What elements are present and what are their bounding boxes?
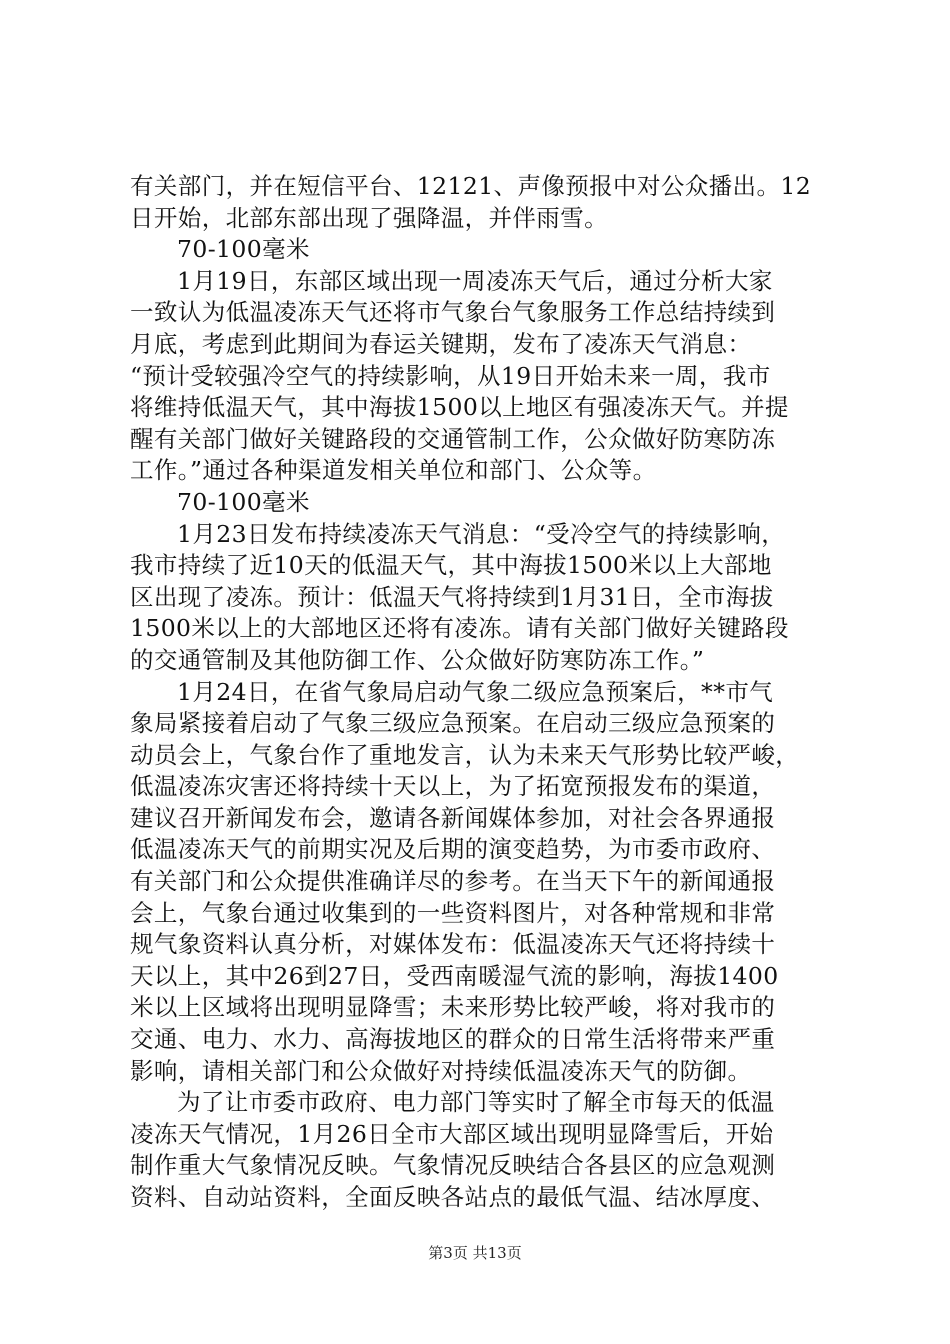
- section-label: 70-100毫米: [177, 487, 310, 516]
- text-line: 1500米以上的大部地区还将有凌冻。请有关部门做好关键路段: [130, 614, 789, 643]
- text-line: 会上，气象台通过收集到的一些资料图片，对各种常规和非常: [130, 898, 776, 927]
- text-line: 动员会上，气象台作了重地发言，认为未来天气形势比较严峻，: [130, 740, 800, 769]
- text-line: 影响，请相关部门和公众做好对持续低温凌冻天气的防御。: [130, 1056, 752, 1085]
- text-line: 交通、电力、水力、高海拔地区的群众的日常生活将带来严重: [130, 1025, 776, 1054]
- text-line: 1月24日，在省气象局启动气象二级应急预案后，**市气: [177, 677, 774, 706]
- text-line: 1月19日，东部区域出现一周凌冻天气后，通过分析大家: [177, 266, 773, 295]
- text-line: 规气象资料认真分析，对媒体发布：低温凌冻天气还将持续十: [130, 930, 776, 959]
- text-line: “预计受较强冷空气的持续影响，从19日开始未来一周，我市: [130, 361, 771, 390]
- text-line: 低温凌冻灾害还将持续十天以上，为了拓宽预报发布的渠道，: [130, 772, 776, 801]
- text-line: 我市持续了近10天的低温天气，其中海拔1500米以上大部地: [130, 551, 772, 580]
- text-line: 制作重大气象情况反映。气象情况反映结合各县区的应急观测: [130, 1151, 776, 1180]
- text-line: 区出现了凌冻。预计：低温天气将持续到1月31日，全市海拔: [130, 582, 774, 611]
- text-line: 工作。”通过各种渠道发相关单位和部门、公众等。: [130, 456, 657, 485]
- text-line: 有关部门，并在短信平台、12121、声像预报中对公众播出。12: [130, 172, 812, 200]
- text-line: 米以上区域将出现明显降雪；未来形势比较严峻，将对我市的: [130, 993, 776, 1022]
- text-line: 一致认为低温凌冻天气还将市气象台气象服务工作总结持续到: [130, 298, 776, 327]
- text-line: 日开始，北部东部出现了强降温，并伴雨雪。: [130, 203, 608, 232]
- text-line: 月底，考虑到此期间为春运关键期，发布了凌冻天气消息：: [130, 329, 752, 358]
- text-line: 象局紧接着启动了气象三级应急预案。在启动三级应急预案的: [130, 709, 776, 738]
- text-line: 1月23日发布持续凌冻天气消息：“受冷空气的持续影响，: [177, 519, 786, 548]
- text-line: 有关部门和公众提供准确详尽的参考。在当天下午的新闻通报: [130, 867, 776, 896]
- section-label: 70-100毫米: [177, 235, 310, 264]
- page-number: 第3页 共13页: [428, 1244, 522, 1262]
- text-line: 低温凌冻天气的前期实况及后期的演变趋势，为市委市政府、: [130, 835, 776, 864]
- text-line: 天以上，其中26到27日，受西南暖湿气流的影响，海拔1400: [130, 961, 779, 990]
- text-line: 凌冻天气情况，1月26日全市大部区域出现明显降雪后，开始: [130, 1119, 774, 1148]
- text-line: 的交通管制及其他防御工作、公众做好防寒防冻工作。”: [130, 645, 705, 674]
- page-footer: [0, 1243, 950, 1263]
- body-text: [130, 171, 836, 1214]
- text-line: 资料、自动站资料，全面反映各站点的最低气温、结冰厚度、: [130, 1183, 776, 1211]
- text-line: 醒有关部门做好关键路段的交通管制工作，公众做好防寒防冻: [130, 424, 776, 453]
- text-line: 建议召开新闻发布会，邀请各新闻媒体参加，对社会各界通报: [130, 803, 776, 832]
- text-line: 为了让市委市政府、电力部门等实时了解全市每天的低温: [177, 1088, 775, 1117]
- text-line: 将维持低温天气，其中海拔1500以上地区有强凌冻天气。并提: [130, 393, 789, 422]
